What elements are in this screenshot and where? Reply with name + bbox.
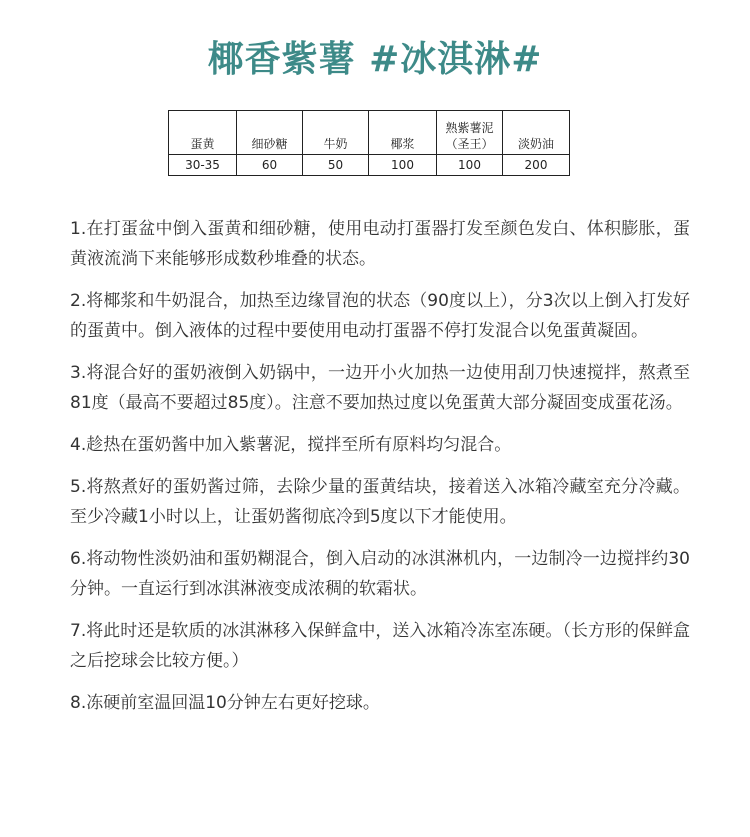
header-cell: 淡奶油: [503, 111, 570, 155]
step-paragraph: 5.将熬煮好的蛋奶酱过筛，去除少量的蛋黄结块，接着送入冰箱冷藏室充分冷藏。至少冷藏1小时以上，让蛋奶酱彻底冷到5度以下才能使用。: [70, 477, 690, 527]
step-paragraph: 1.在打蛋盆中倒入蛋黄和细砂糖，使用电动打蛋器打发至颜色发白、体积膨胀，蛋黄液流淌下来能够形成数秒堆叠的状态。: [70, 219, 690, 269]
header-cell: 牛奶: [303, 111, 369, 155]
header-cell: 细砂糖: [237, 111, 303, 155]
step-paragraph: 3.将混合好的蛋奶液倒入奶锅中，一边开小火加热一边使用刮刀快速搅拌，熬煮至81度（最高不要超过85度）。注意不要加热过度以免蛋黄大部分凝固变成蛋花汤。: [70, 363, 690, 413]
header-cell: 椰浆: [369, 111, 437, 155]
header-cell-line: 熟紫薯泥: [445, 121, 494, 135]
instruction-steps: [70, 214, 690, 730]
table-cell: 200: [503, 155, 570, 176]
table-cell: 30-35: [169, 155, 237, 176]
step-paragraph: 2.将椰浆和牛奶混合，加热至边缘冒泡的状态（90度以上），分3次以上倒入打发好的蛋黄中。倒入液体的过程中要使用电动打蛋器不停打发混合以免蛋黄凝固。: [70, 291, 690, 341]
header-cell: 蛋黄: [169, 111, 237, 155]
table-cell: 50: [303, 155, 369, 176]
table-header-row: [169, 111, 570, 155]
table-cell: 100: [437, 155, 503, 176]
step-paragraph: 4.趁热在蛋奶酱中加入紫薯泥，搅拌至所有原料均匀混合。: [70, 435, 512, 455]
table-cell: 100: [369, 155, 437, 176]
ingredients-table: [168, 110, 570, 176]
step-paragraph: 6.将动物性淡奶油和蛋奶糊混合，倒入启动的冰淇淋机内，一边制冷一边搅拌约30分钟。一直运行到冰淇淋液变成浓稠的软霜状。: [70, 549, 690, 599]
table-row: [169, 155, 570, 176]
step-paragraph: 8.冻硬前室温回温10分钟左右更好挖球。: [70, 693, 380, 713]
step-paragraph: 7.将此时还是软质的冰淇淋移入保鲜盒中，送入冰箱冷冻室冻硬。（长方形的保鲜盒之后挖球会比较方便。）: [70, 621, 690, 671]
header-cell: [437, 111, 503, 155]
page-title: 椰香紫薯 #冰淇淋#: [207, 39, 543, 80]
header-cell-line: （圣王）: [445, 137, 494, 151]
table-cell: 60: [237, 155, 303, 176]
